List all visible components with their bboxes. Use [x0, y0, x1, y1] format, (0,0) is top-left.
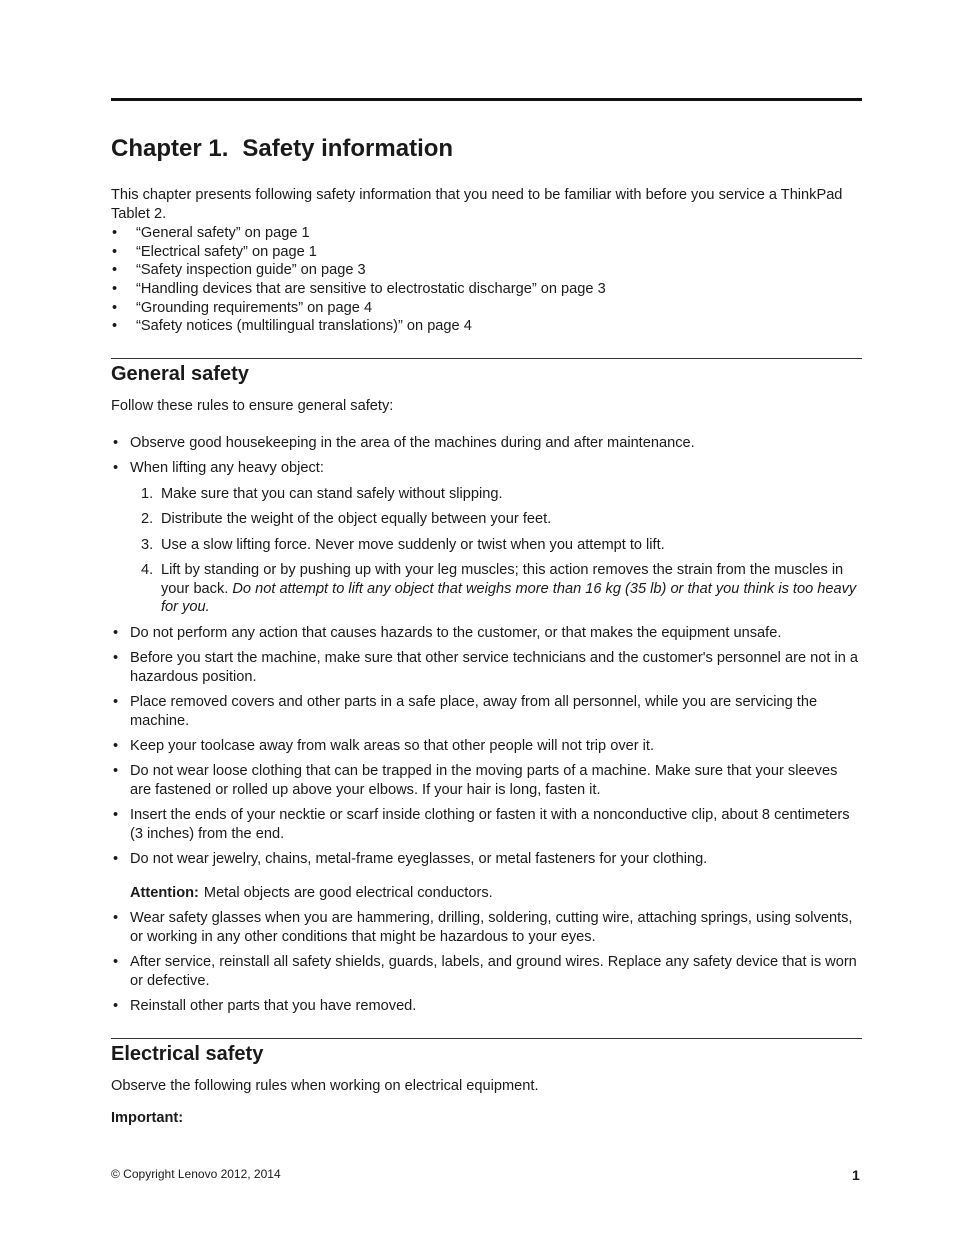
toc-item[interactable]: [111, 224, 606, 243]
list-item: [113, 737, 860, 756]
toc-link[interactable]: “Handling devices that are sensitive to electrostatic discharge” on page 3: [136, 281, 606, 298]
list-item: [113, 434, 860, 453]
step-item: [130, 536, 860, 555]
bullet-icon: •: [113, 460, 119, 477]
bullet-icon: •: [113, 763, 119, 780]
toc-link[interactable]: “Electrical safety” on page 1: [136, 243, 317, 260]
toc-item[interactable]: [111, 280, 606, 299]
toc-item[interactable]: [111, 299, 606, 318]
list-item-text: When lifting any heavy object:: [130, 460, 324, 477]
toc-item[interactable]: [111, 317, 606, 336]
chapter-title-text: Safety information: [242, 135, 454, 162]
list-item-text: Observe good housekeeping in the area of the machines during and after maintenance.: [130, 435, 695, 451]
electrical-safety-intro: Observe the following rules when working on electrical equipment.: [111, 1078, 539, 1094]
copyright-notice: © Copyright Lenovo 2012, 2014: [111, 1167, 281, 1181]
step-text: Lift by standing or by pushing up with your leg muscles; this action removes the strain from the muscles in your back.: [161, 561, 844, 597]
bullet-icon: •: [113, 910, 119, 927]
list-item-text: Do not wear loose clothing that can be trapped in the moving parts of a machine. Make sure that your sleeves are fastened or rolled up above your elbows. If your hair is long, fasten it.: [130, 763, 838, 798]
general-safety-list: [113, 434, 860, 1023]
bullet-icon: •: [112, 318, 118, 335]
list-item-text: After service, reinstall all safety shields, guards, labels, and ground wires. Replace any safety device that is worn or defective.: [130, 954, 857, 989]
bullet-icon: •: [112, 243, 118, 260]
list-item: [113, 649, 860, 686]
chapter-top-rule: [111, 98, 862, 101]
lifting-steps-list: [130, 485, 860, 617]
list-item: [113, 909, 860, 946]
general-safety-intro: Follow these rules to ensure general safety:: [111, 398, 394, 414]
toc-link[interactable]: “General safety” on page 1: [136, 225, 310, 241]
important-label: Important:: [111, 1110, 184, 1126]
toc-item[interactable]: [111, 243, 606, 262]
bullet-icon: •: [113, 998, 119, 1015]
list-item-text: Insert the ends of your necktie or scarf inside clothing or fasten it with a nonconductive clip, about 8 centimeters (3 inches) from the end.: [130, 807, 850, 842]
list-item: [113, 762, 860, 799]
bullet-icon: •: [113, 954, 119, 971]
page-number: 1: [852, 1167, 860, 1183]
bullet-icon: •: [112, 281, 118, 298]
attention-text: Metal objects are good electrical conductors.: [203, 884, 493, 901]
attention-label: Attention:: [130, 884, 199, 901]
list-item: [113, 806, 860, 843]
step-item: [130, 561, 860, 617]
bullet-icon: •: [112, 299, 118, 316]
bullet-icon: •: [113, 737, 119, 754]
list-item: [113, 624, 860, 643]
list-item: [113, 997, 860, 1016]
list-item-text: Do not wear jewelry, chains, metal-frame eyeglasses, or metal fasteners for your clothing.: [130, 851, 708, 868]
toc-item[interactable]: [111, 261, 606, 280]
bullet-icon: •: [112, 262, 118, 279]
bullet-icon: •: [113, 649, 119, 666]
general-safety-heading: General safety: [111, 363, 249, 385]
bullet-icon: •: [113, 807, 119, 824]
list-item-text: Keep your toolcase away from walk areas so that other people will not trip over it.: [130, 737, 655, 754]
bullet-icon: •: [113, 851, 119, 868]
bullet-icon: •: [112, 225, 118, 241]
chapter-intro: This chapter presents following safety information that you need to be familiar with before you service a ThinkPad Tablet 2.: [111, 187, 843, 222]
step-item: [130, 485, 860, 504]
section-rule: [111, 1038, 862, 1039]
toc-link[interactable]: “Safety inspection guide” on page 3: [136, 262, 366, 279]
chapter-title: [111, 135, 453, 163]
step-emphasis: Do not attempt to lift any object that weighs more than 16 kg (35 lb) or that you think is too heavy for you.: [161, 580, 857, 616]
toc-link[interactable]: “Grounding requirements” on page 4: [136, 299, 373, 316]
step-number: 2.: [141, 511, 154, 528]
step-text: Distribute the weight of the object equally between your feet.: [161, 511, 552, 528]
step-text: Use a slow lifting force. Never move suddenly or twist when you attempt to lift.: [161, 536, 665, 553]
list-item-text: Do not perform any action that causes hazards to the customer, or that makes the equipment unsafe.: [130, 624, 782, 641]
toc-link[interactable]: “Safety notices (multilingual translations)” on page 4: [136, 318, 472, 335]
step-text: Make sure that you can stand safely without slipping.: [161, 485, 503, 502]
list-item-text: Reinstall other parts that you have removed.: [130, 998, 417, 1015]
step-item: [130, 510, 860, 529]
attention-note: [130, 884, 860, 903]
list-item-text: Place removed covers and other parts in a safe place, away from all personnel, while you are servicing the machine.: [130, 693, 818, 729]
list-item: [113, 953, 860, 990]
chapter-number: Chapter 1.: [111, 135, 229, 162]
chapter-toc-list: [111, 224, 606, 336]
list-item: [113, 850, 860, 902]
step-number: 3.: [141, 536, 154, 553]
step-number: 1.: [141, 485, 154, 502]
list-item: [113, 693, 860, 730]
bullet-icon: •: [113, 624, 119, 641]
section-rule: [111, 358, 862, 359]
list-item-text: Wear safety glasses when you are hammering, drilling, soldering, cutting wire, attaching springs, using solvents, or working in any other conditions that might be hazardous to your eyes.: [130, 910, 853, 945]
electrical-safety-heading: Electrical safety: [111, 1043, 264, 1065]
bullet-icon: •: [113, 435, 119, 451]
step-number: 4.: [141, 561, 154, 578]
list-item-text: Before you start the machine, make sure that other service technicians and the customer's personnel are not in a hazardous position.: [130, 649, 858, 685]
list-item: [113, 459, 860, 616]
bullet-icon: •: [113, 693, 119, 710]
